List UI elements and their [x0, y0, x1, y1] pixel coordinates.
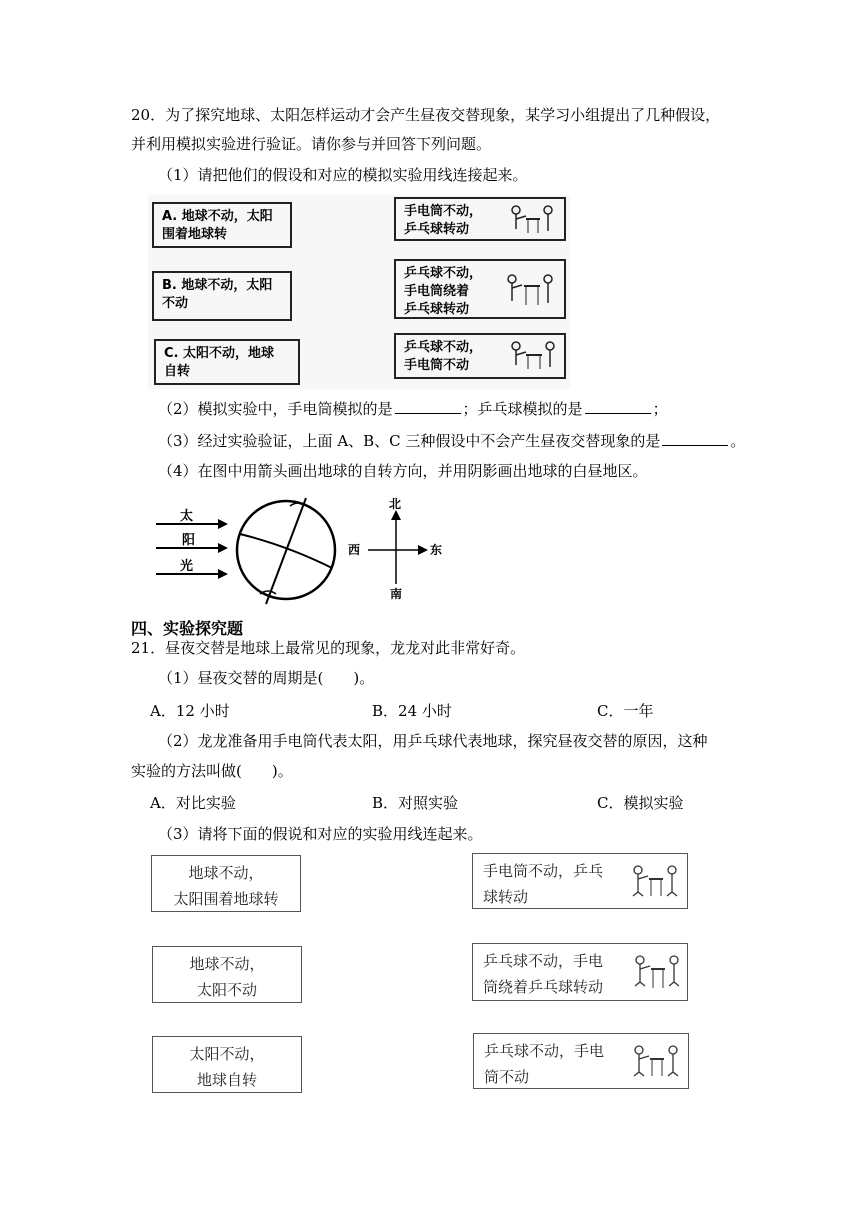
- box-text: 手电筒不动: [404, 358, 470, 373]
- answer-blank-flashlight[interactable]: [395, 399, 461, 414]
- q20-right-box-2: [394, 259, 566, 319]
- q20-stem-line1: 20．为了探究地球、太阳怎样运动才会产生昼夜交替现象，某学习小组提出了几种假设，: [131, 106, 721, 124]
- sun-label-3: 光: [180, 559, 194, 574]
- box-text: 围着地球转: [162, 227, 228, 242]
- q20-part1: （1）请把他们的假设和对应的模拟实验用线连接起来。: [158, 166, 528, 184]
- q20-part2-text: ；乒乓球模拟的是: [462, 400, 583, 418]
- q21-right-box-3: [473, 1033, 689, 1089]
- q20-stem-line2: 并利用模拟实验进行验证。请你参与并回答下列问题。: [131, 135, 492, 153]
- q20-left-box-c: [154, 339, 300, 385]
- box-text: 手电筒不动，: [404, 204, 483, 219]
- box-text: 乒乓球不动，手电: [483, 952, 604, 970]
- box-text: 乒乓球不动，手电: [484, 1042, 605, 1060]
- box-text: C. 太阳不动，地球: [164, 346, 275, 361]
- q21-part2-choice-a[interactable]: A．对比实验: [150, 794, 236, 812]
- q20-part3-text: （3）经过实验验证，上面 A、B、C 三种假设中不会产生昼夜交替现象的是: [158, 432, 661, 450]
- experiment-figures-icon: [630, 1042, 682, 1082]
- box-text: 不动: [162, 296, 189, 311]
- q21-part2-choice-c[interactable]: C．模拟实验: [597, 794, 684, 812]
- q21-part2-choice-b[interactable]: B．对照实验: [372, 794, 459, 812]
- box-text: 球转动: [483, 888, 529, 906]
- answer-blank-pingpong[interactable]: [585, 399, 651, 414]
- q20-part2: [158, 398, 668, 420]
- experiment-figures-icon: [631, 952, 683, 994]
- experiment-figures-icon: [502, 271, 558, 309]
- box-text: 地球不动，: [189, 955, 265, 973]
- q20-right-box-3: [394, 333, 566, 379]
- q20-left-box-a: [152, 202, 292, 248]
- box-text: 太阳不动，: [189, 1045, 265, 1063]
- section-title: 四、实验探究题: [131, 619, 244, 638]
- q20-part2-text: ；: [652, 400, 668, 418]
- box-text: 地球不动，: [188, 864, 264, 882]
- compass-icon: [368, 510, 428, 584]
- q21-part3: （3）请将下面的假说和对应的实验用线连起来。: [158, 825, 483, 843]
- q21-right-box-1: [472, 853, 688, 909]
- box-text: A. 地球不动，太阳: [162, 209, 273, 224]
- q20-left-box-b: [152, 271, 292, 321]
- experiment-figures-icon: [506, 339, 558, 373]
- q21-part1: （1）昼夜交替的周期是( )。: [158, 669, 375, 687]
- q21-left-box-3: [152, 1036, 302, 1093]
- box-text: 乒乓球转动: [404, 222, 470, 237]
- box-text: 手电筒不动，乒乓: [483, 862, 604, 880]
- box-text: B. 地球不动，太阳: [162, 278, 273, 293]
- compass-east: 东: [430, 543, 443, 557]
- q21-part2-line2: 实验的方法叫做( )。: [131, 762, 293, 780]
- experiment-figures-icon: [506, 203, 558, 237]
- compass-north: 北: [389, 497, 402, 511]
- q21-part1-choice-b[interactable]: B．24 小时: [372, 702, 452, 720]
- box-text: 乒乓球不动，: [404, 340, 483, 355]
- box-text: 乒乓球转动: [404, 302, 470, 317]
- sun-label-1: 太: [180, 509, 194, 524]
- q21-left-box-1: [151, 855, 301, 912]
- compass-south: 南: [390, 587, 403, 601]
- box-text: 乒乓球不动，: [404, 266, 483, 281]
- q21-stem: 21．昼夜交替是地球上最常见的现象，龙龙对此非常好奇。: [131, 639, 526, 657]
- box-text: 太阳围着地球转: [173, 890, 279, 908]
- box-text: 筒绕着乒乓球转动: [483, 978, 604, 996]
- q21-part1-choice-c[interactable]: C．一年: [597, 702, 654, 720]
- q21-part1-choice-a[interactable]: A．12 小时: [150, 702, 230, 720]
- answer-blank-hypothesis[interactable]: [662, 431, 728, 446]
- q21-part2-line1: （2）龙龙准备用手电筒代表太阳，用乒乓球代表地球，探究昼夜交替的原因，这种: [158, 732, 708, 750]
- box-text: 地球自转: [196, 1071, 257, 1089]
- q20-matching-figure: [148, 195, 570, 389]
- q20-part4: （4）在图中用箭头画出地球的自转方向，并用阴影画出地球的白昼地区。: [158, 462, 648, 480]
- q21-right-box-2: [472, 943, 688, 1001]
- compass-west: 西: [348, 543, 361, 557]
- q20-right-box-1: [394, 197, 566, 241]
- sun-label-2: 阳: [182, 533, 196, 548]
- q20-part3: [158, 430, 745, 452]
- box-text: 手电筒绕着: [404, 284, 470, 299]
- earth-sunlight-diagram: [148, 496, 468, 606]
- earth-globe-icon: [237, 498, 335, 604]
- q21-left-box-2: [152, 946, 302, 1003]
- q20-part2-text: （2）模拟实验中，手电筒模拟的是: [158, 400, 393, 418]
- q20-part3-text: 。: [730, 432, 746, 450]
- box-text: 太阳不动: [196, 981, 257, 999]
- experiment-figures-icon: [629, 862, 681, 902]
- box-text: 筒不动: [484, 1068, 530, 1086]
- box-text: 自转: [164, 364, 191, 379]
